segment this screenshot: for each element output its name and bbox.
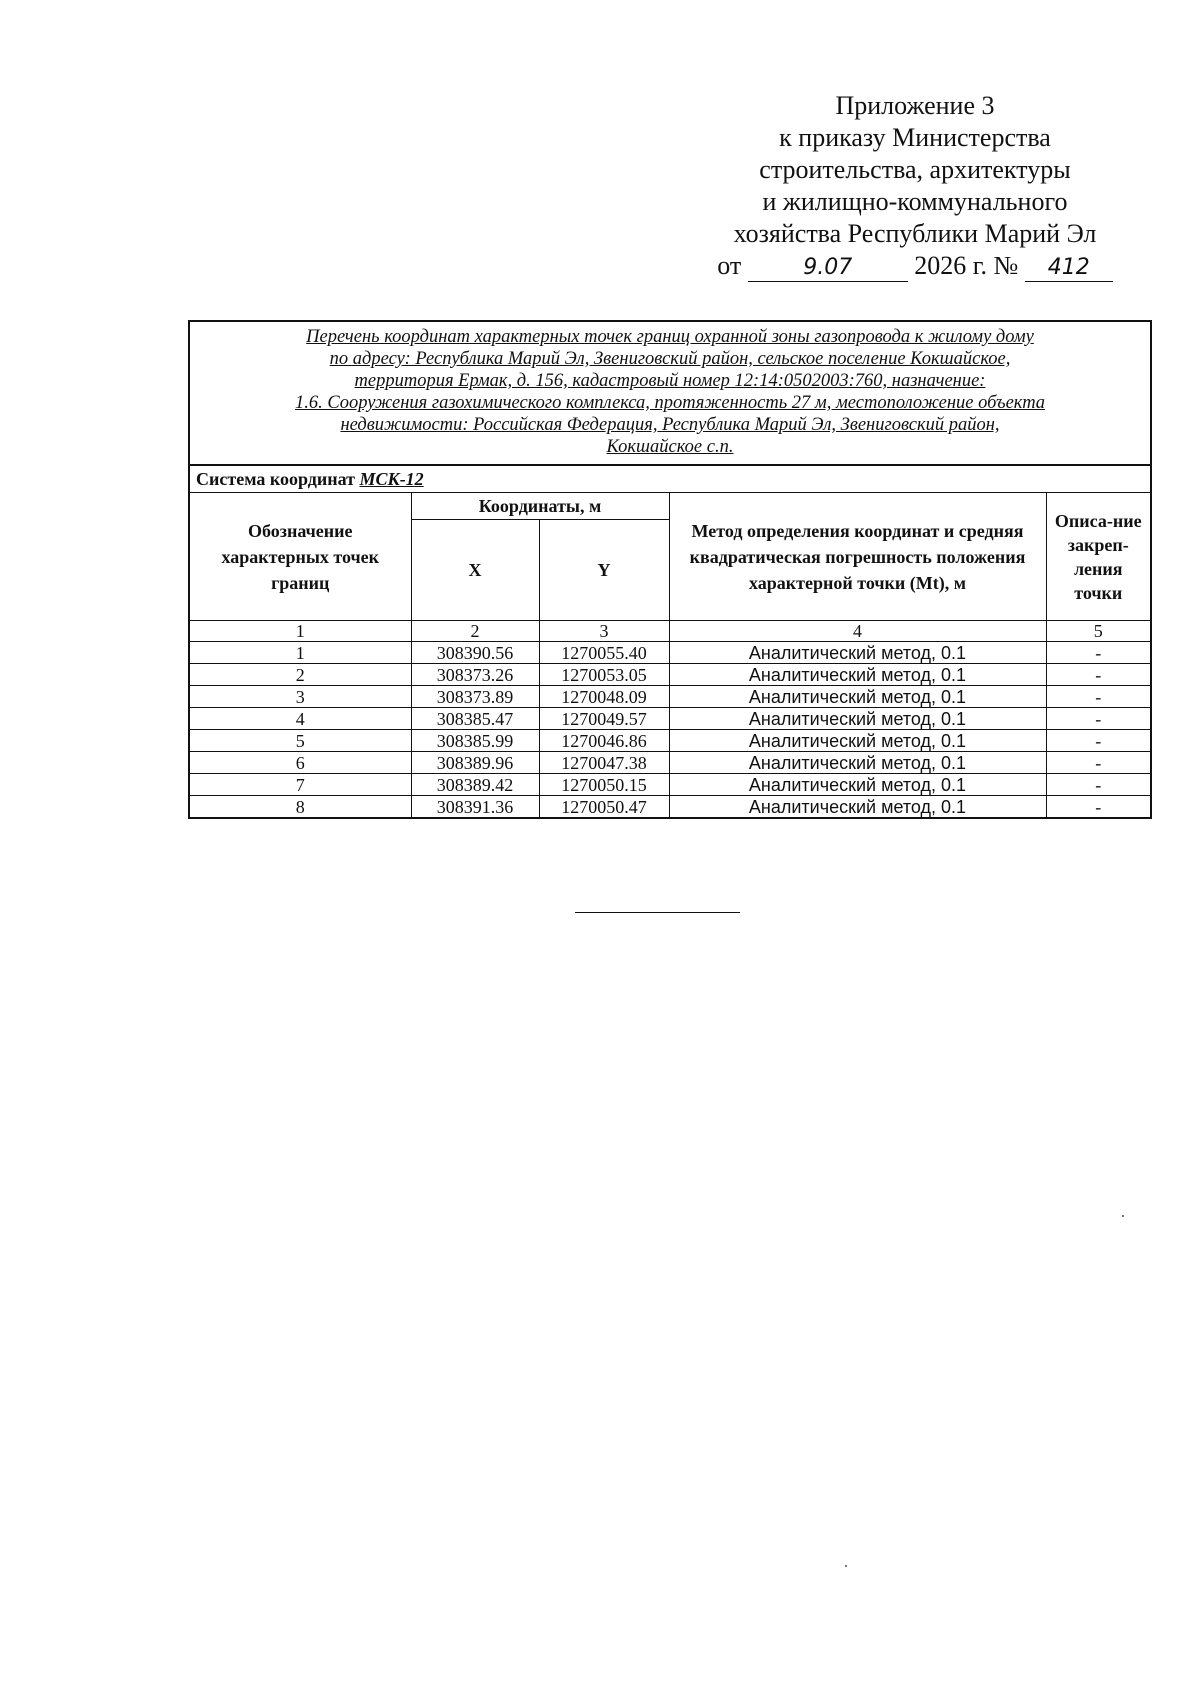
method: Аналитический метод, 0.1 (669, 774, 1046, 796)
coordinate-system-value: МСК-12 (359, 469, 424, 489)
table-caption-line: по адресу: Республика Марий Эл, Звениговский район, сельское поселение Кокшайское, (329, 349, 1011, 369)
table-row (189, 774, 1151, 796)
column-number: 4 (669, 621, 1046, 642)
table-caption-line: территория Ермак, д. 156, кадастровый номер 12:14:0502003:760, назначение: (354, 371, 986, 391)
table-row (189, 796, 1151, 819)
coord-y: 1270050.47 (539, 796, 669, 819)
coord-x: 308385.99 (411, 730, 539, 752)
point-number: 8 (189, 796, 411, 819)
table-caption-line: 1.6. Сооружения газохимического комплекса, протяженность 27 м, местоположение объекта (294, 393, 1046, 413)
table-row (189, 686, 1151, 708)
table-row (189, 752, 1151, 774)
order-number-handwritten: 412 (1025, 255, 1113, 282)
fixing-description: - (1046, 752, 1151, 774)
coord-x: 308390.56 (411, 642, 539, 664)
method: Аналитический метод, 0.1 (669, 730, 1046, 752)
fixing-description: - (1046, 664, 1151, 686)
table-caption-line: Перечень координат характерных точек границ охранной зоны газопровода к жилому дому (306, 327, 1034, 347)
table-row (189, 708, 1151, 730)
coord-y: 1270049.57 (539, 708, 669, 730)
end-of-document-rule (575, 912, 740, 913)
column-number: 1 (189, 621, 411, 642)
table-row (189, 642, 1151, 664)
fixing-description: - (1046, 686, 1151, 708)
point-number: 1 (189, 642, 411, 664)
coord-x: 308389.96 (411, 752, 539, 774)
table-caption (189, 321, 1151, 465)
coord-y: 1270048.09 (539, 686, 669, 708)
point-number: 6 (189, 752, 411, 774)
header-x: X (411, 520, 539, 621)
fixing-description: - (1046, 708, 1151, 730)
method: Аналитический метод, 0.1 (669, 796, 1046, 819)
method: Аналитический метод, 0.1 (669, 686, 1046, 708)
column-number: 2 (411, 621, 539, 642)
column-number: 5 (1046, 621, 1151, 642)
point-number: 3 (189, 686, 411, 708)
order-date-line (690, 250, 1140, 282)
date-prefix: от (717, 251, 742, 280)
coord-x: 308373.26 (411, 664, 539, 686)
coord-x: 308391.36 (411, 796, 539, 819)
point-number: 4 (189, 708, 411, 730)
point-number: 2 (189, 664, 411, 686)
table-caption-line: Кокшайское с.п. (606, 437, 734, 457)
header-description: Описа-ние закреп-ления точки (1046, 493, 1151, 621)
coord-y: 1270047.38 (539, 752, 669, 774)
scan-speck (845, 1565, 847, 1567)
method: Аналитический метод, 0.1 (669, 752, 1046, 774)
method: Аналитический метод, 0.1 (669, 708, 1046, 730)
header-y: Y (539, 520, 669, 621)
coord-x: 308373.89 (411, 686, 539, 708)
coord-y: 1270050.15 (539, 774, 669, 796)
coord-x: 308389.42 (411, 774, 539, 796)
order-date-handwritten: 9.07 (748, 255, 908, 282)
column-number-row (189, 621, 1151, 642)
appendix-title: Приложение 3 (835, 91, 995, 120)
table-row (189, 664, 1151, 686)
point-number: 7 (189, 774, 411, 796)
point-number: 5 (189, 730, 411, 752)
method: Аналитический метод, 0.1 (669, 642, 1046, 664)
coord-y: 1270046.86 (539, 730, 669, 752)
column-number: 3 (539, 621, 669, 642)
coord-x: 308385.47 (411, 708, 539, 730)
order-year-number-label: 2026 г. № (914, 251, 1019, 280)
header-coordinates: Координаты, м (411, 493, 669, 520)
ministry-name-line-2: и жилищно-коммунального (762, 187, 1068, 216)
coordinates-table (188, 320, 1152, 819)
order-reference: к приказу Министерства (779, 123, 1051, 152)
fixing-description: - (1046, 796, 1151, 819)
appendix-header (690, 90, 1140, 282)
header-method: Метод определения координат и средняя квадратическая погрешность положения характерной точки (Mt), м (669, 493, 1046, 621)
table-row (189, 730, 1151, 752)
ministry-name-line-1: строительства, архитектуры (759, 155, 1071, 184)
header-point-designation: Обозначение характерных точек границ (189, 493, 411, 621)
coordinate-system-label: Система координат (196, 469, 355, 489)
fixing-description: - (1046, 642, 1151, 664)
ministry-name-line-3: хозяйства Республики Марий Эл (733, 219, 1097, 248)
coord-y: 1270053.05 (539, 664, 669, 686)
coordinate-system-row (189, 465, 1151, 493)
fixing-description: - (1046, 730, 1151, 752)
fixing-description: - (1046, 774, 1151, 796)
method: Аналитический метод, 0.1 (669, 664, 1046, 686)
coord-y: 1270055.40 (539, 642, 669, 664)
scan-speck (1122, 1215, 1124, 1217)
table-caption-line: недвижимости: Российская Федерация, Республика Марий Эл, Звениговский район, (340, 415, 1000, 435)
